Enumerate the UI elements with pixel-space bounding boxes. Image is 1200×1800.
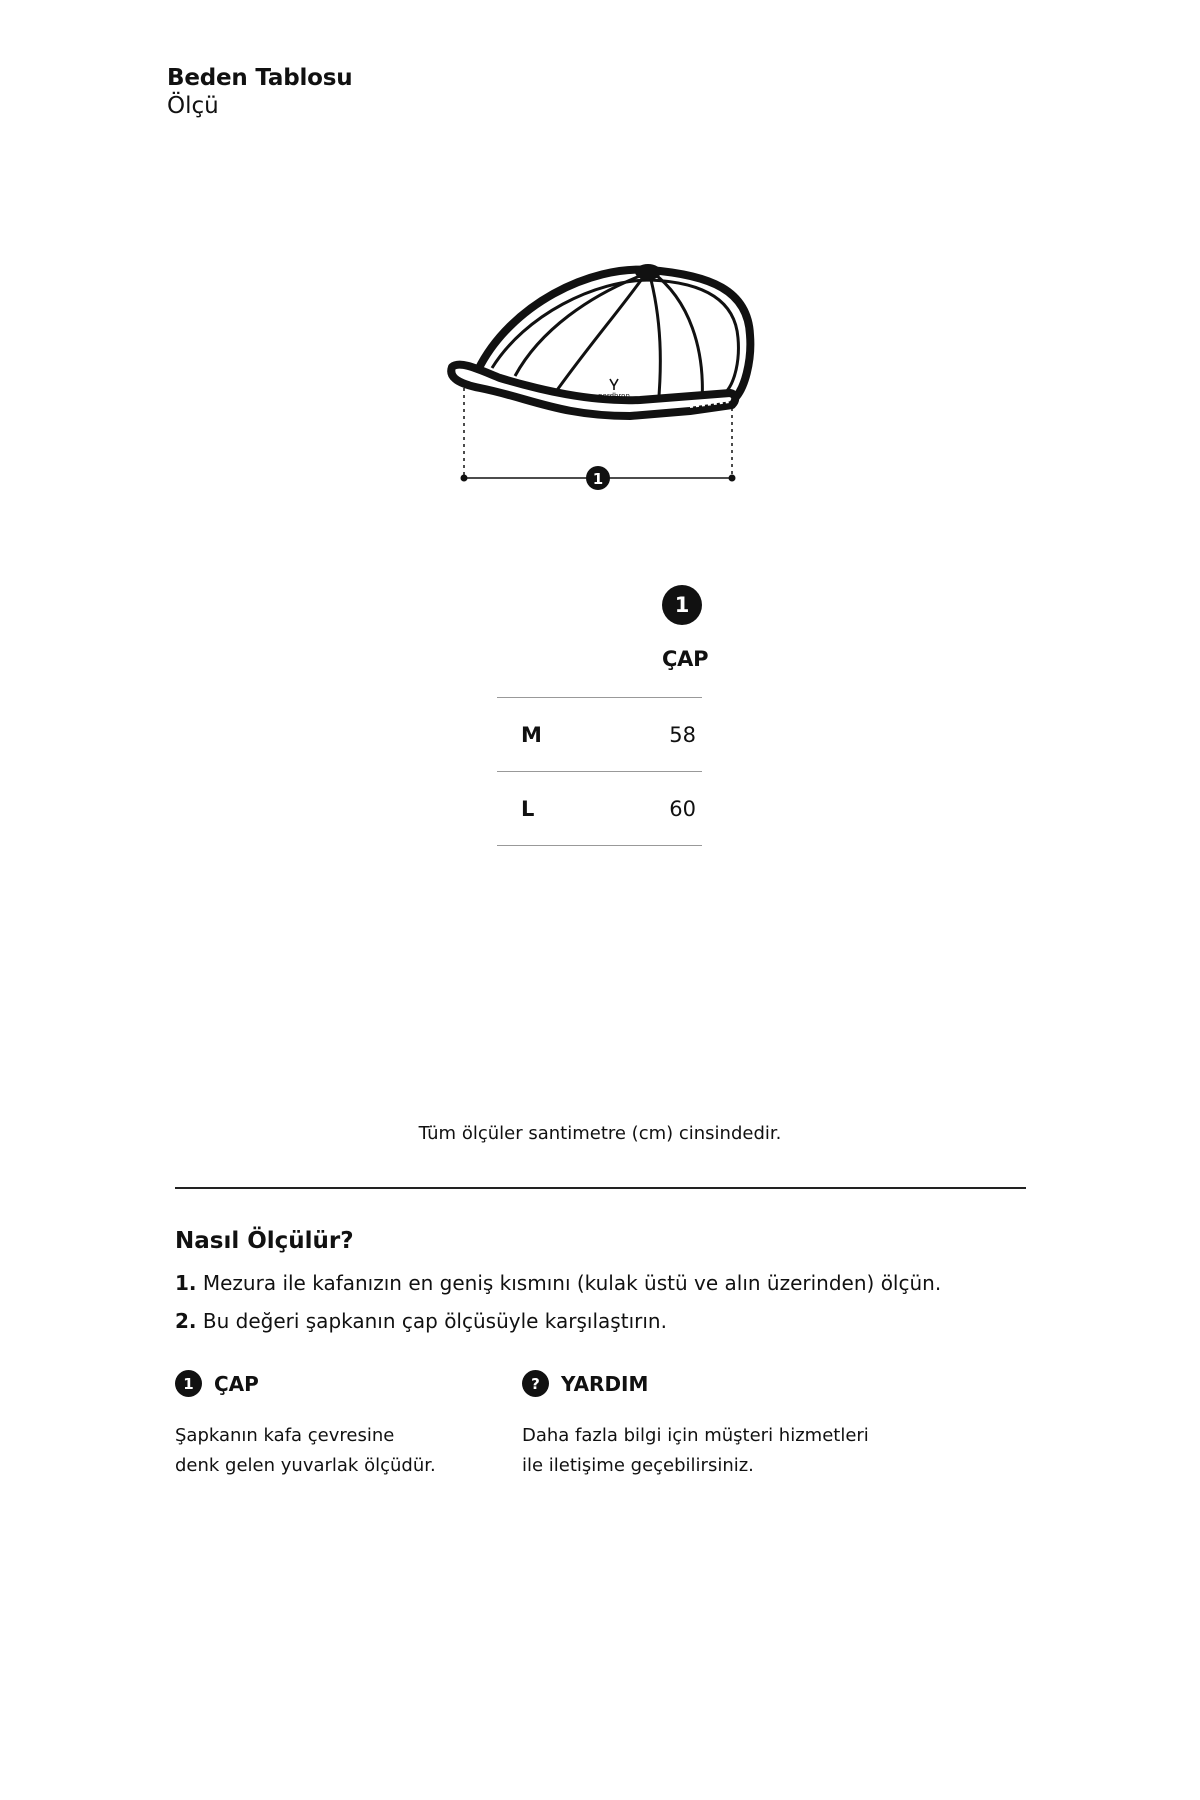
info-cap-title: ÇAP [214, 1371, 259, 1396]
info-help [522, 1370, 902, 1481]
size-label: M [521, 722, 542, 747]
info-cap-header [175, 1370, 555, 1397]
how-to-title: Nasıl Ölçülür? [175, 1228, 354, 1254]
table-column-header [497, 585, 709, 671]
column-label: ÇAP [662, 647, 709, 671]
step-text: Bu değeri şapkanın çap ölçüsüyle karşılaştırın. [196, 1309, 667, 1333]
size-value: 60 [669, 796, 696, 821]
info-cap-line: Şapkanın kafa çevresine [175, 1425, 395, 1446]
info-cap [175, 1370, 555, 1481]
how-to-step [175, 1306, 1075, 1336]
column-badge: 1 [662, 585, 702, 625]
how-to-measure [175, 1228, 1075, 1344]
dimension-marker-label: 1 [592, 470, 604, 488]
table-row [497, 698, 702, 772]
info-help-line: Daha fazla bilgi için müşteri hizmetleri [522, 1425, 869, 1446]
how-to-step [175, 1268, 1075, 1298]
info-cap-text [175, 1421, 555, 1481]
section-divider [175, 1187, 1026, 1189]
size-value: 58 [669, 722, 696, 747]
info-help-text [522, 1421, 902, 1481]
info-help-title: YARDIM [561, 1371, 649, 1396]
page-title: Beden Tablosu [167, 65, 353, 91]
size-table [497, 585, 709, 846]
step-number: 1. [175, 1271, 197, 1295]
info-help-header [522, 1370, 902, 1397]
info-help-line: ile iletişime geçebilirsiniz. [522, 1455, 754, 1476]
info-cap-line: denk gelen yuvarlak ölçüdür. [175, 1455, 436, 1476]
cap-button [635, 264, 661, 280]
dimension-end-right [729, 475, 736, 482]
units-note: Tüm ölçüler santimetre (cm) cinsindedir. [418, 1123, 782, 1144]
size-label: L [521, 796, 535, 821]
page-subtitle: Ölçü [167, 93, 219, 119]
cap-badge-icon: 1 [175, 1370, 202, 1397]
dimension-end-left [461, 475, 468, 482]
newsboy-cap-drawing [440, 250, 770, 500]
cap-logo-text: nordbron [598, 392, 630, 400]
step-text: Mezura ile kafanızın en geniş kısmını (kulak üstü ve alın üzerinden) ölçün. [196, 1271, 942, 1295]
step-number: 2. [175, 1309, 197, 1333]
table-rows [497, 697, 702, 846]
question-icon: ? [522, 1370, 549, 1397]
table-row [497, 772, 702, 846]
page-header [167, 64, 352, 120]
cap-illustration [440, 250, 770, 500]
